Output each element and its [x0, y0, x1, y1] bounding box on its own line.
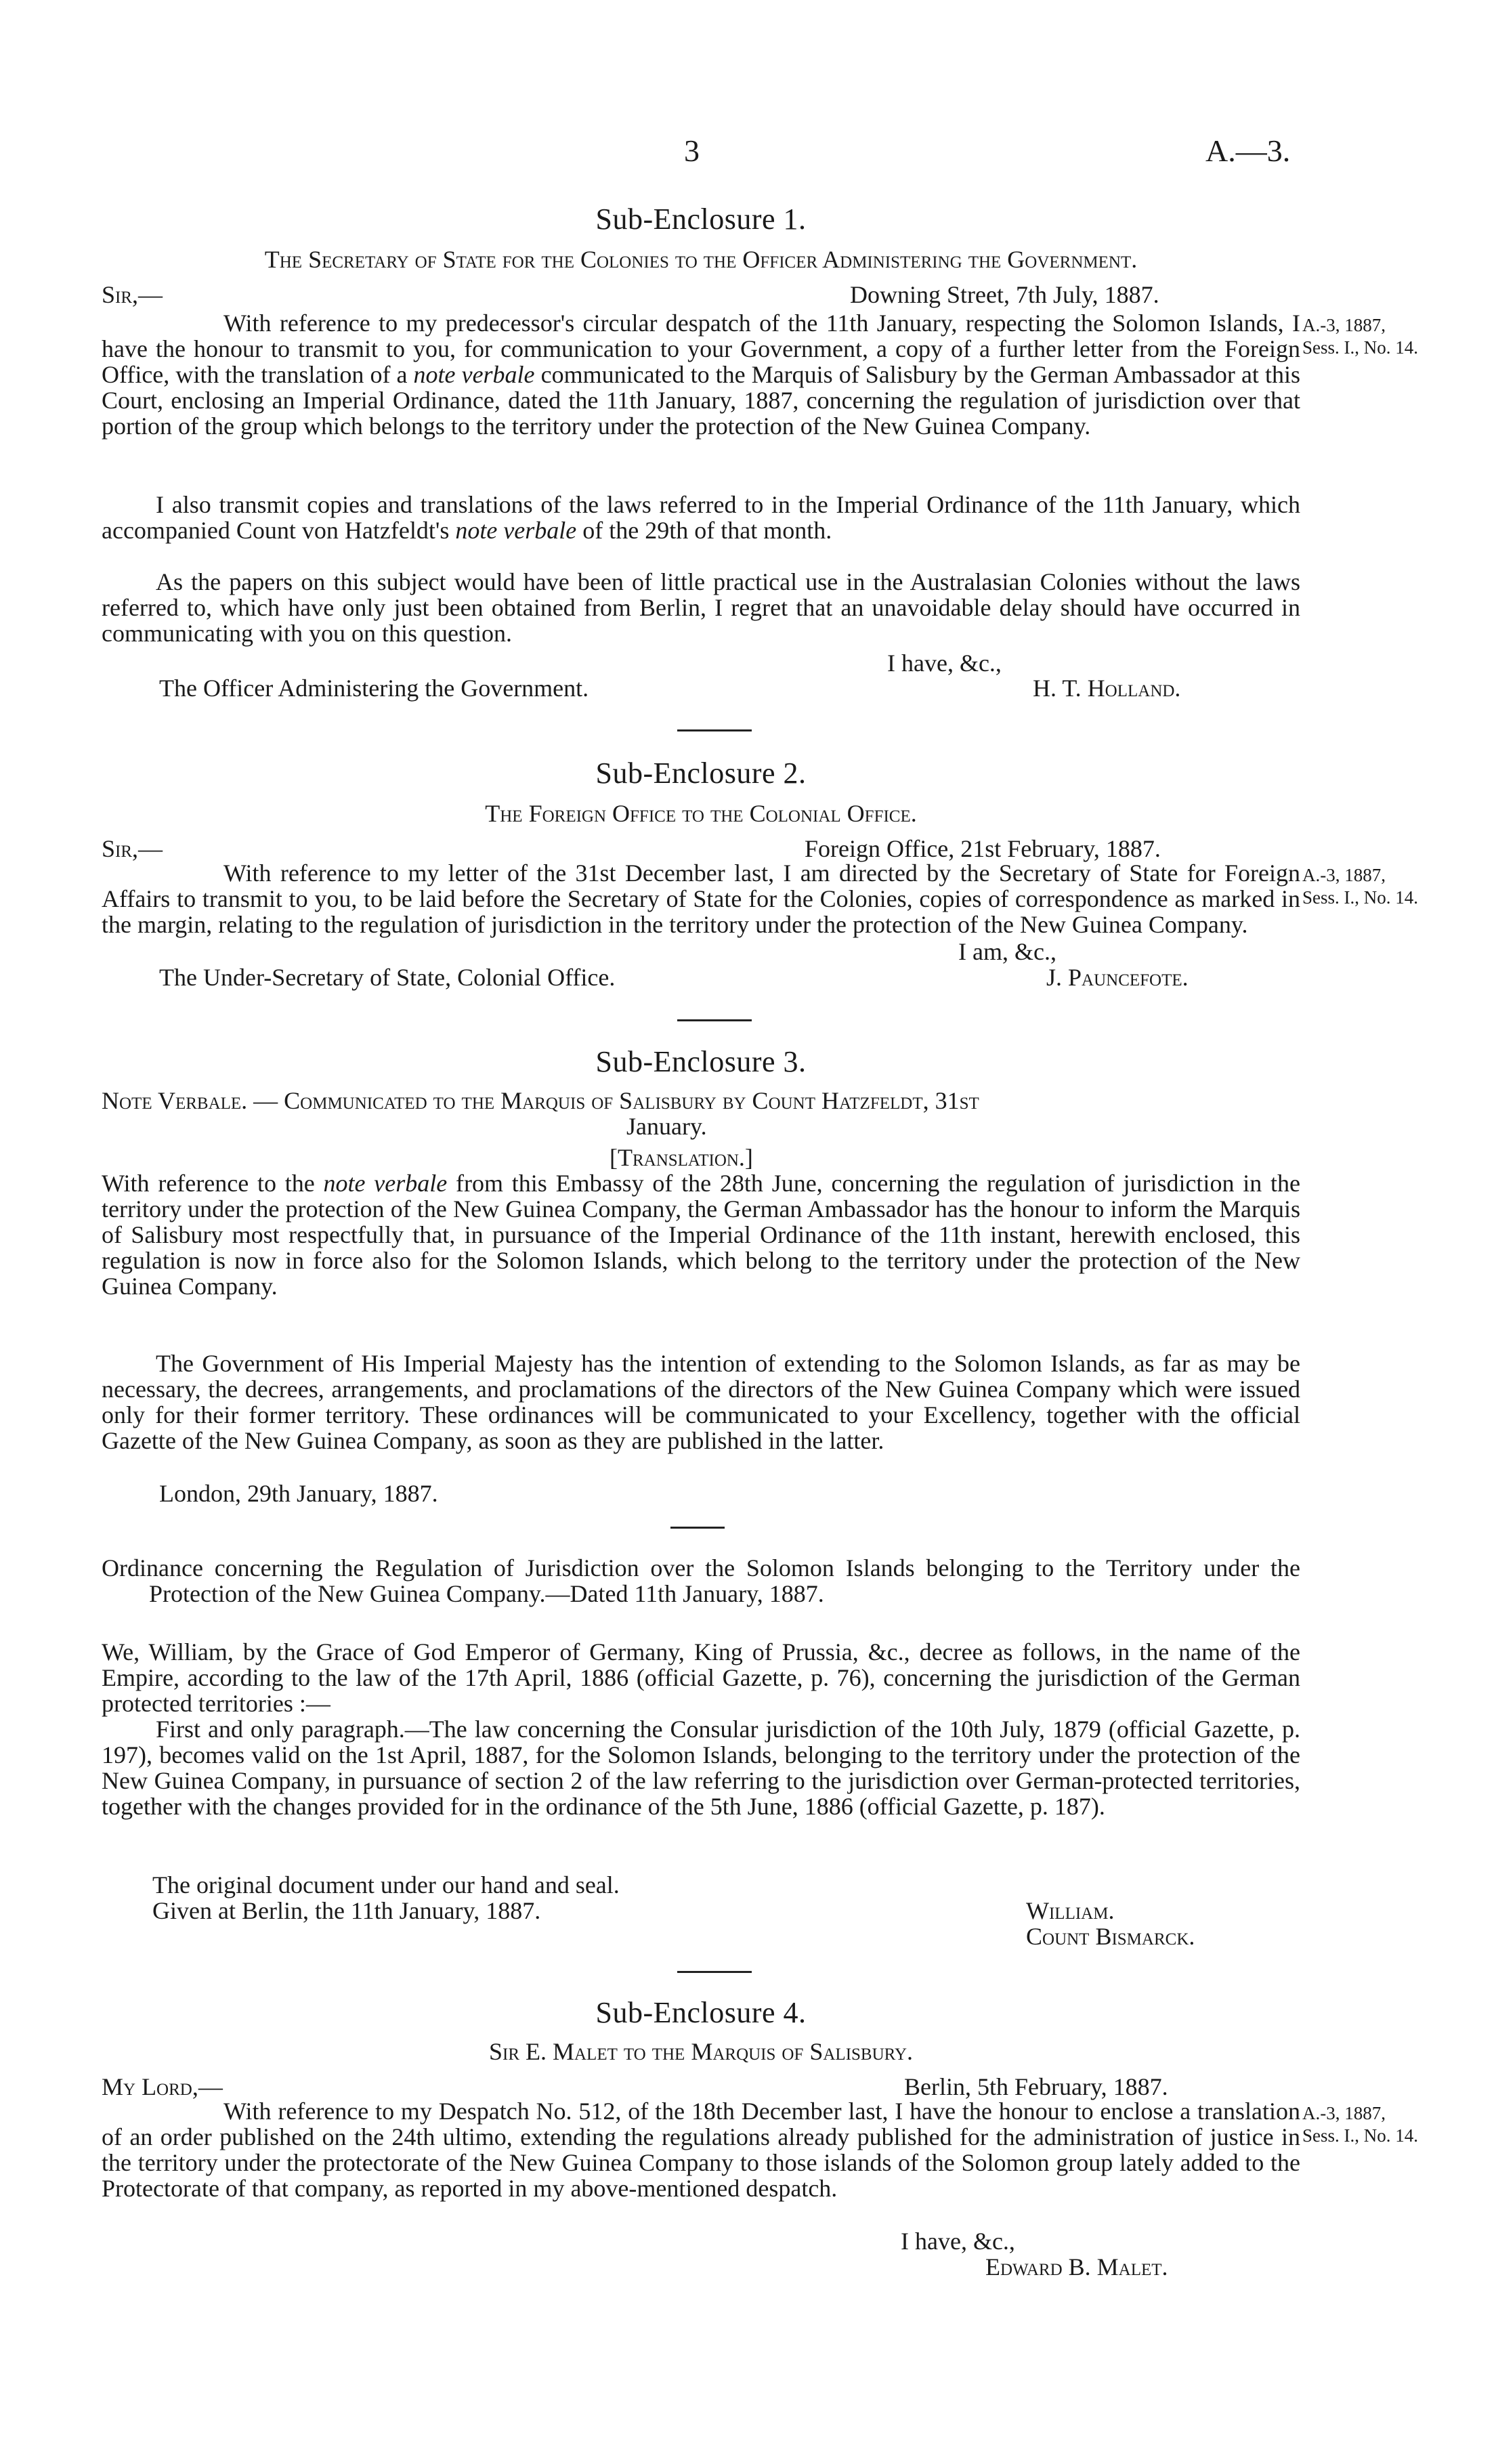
sub-enclosure-1-place-date: Downing Street, 7th July, 1887. — [850, 281, 1159, 308]
sub-enclosure-2-address: The Foreign Office to the Colonial Office. — [485, 800, 917, 827]
section-divider — [670, 1527, 725, 1529]
section-divider — [677, 729, 752, 731]
sub-enclosure-2-closing: I am, &c., — [958, 938, 1056, 965]
sub-enclosure-4-paragraph-1: With reference to my Despatch No. 512, of the 18th December last, I have the honour to enclose a translation of an order published on the 24th ultimo, extending the regulations already published for the administration of justice in the territory under the protectorate of the New Guinea Company to those islands of the Solomon group lately added to the Protectorate of that company, as reported in my above-mentioned despatch. — [102, 2098, 1300, 2202]
sub-enclosure-1-paragraph-3: As the papers on this subject would have been of little practical use in the Australasian Colonies without the laws referred to, which have only just been obtained from Berlin, I regret that an unavoidable delay should have occurred in communicating with you on this question. — [102, 568, 1300, 647]
sub-enclosure-2-place-date: Foreign Office, 21st February, 1887. — [805, 835, 1161, 862]
sub-enclosure-2-salutation: Sir,— — [102, 835, 163, 862]
section-divider — [677, 1019, 752, 1021]
ordinance-paragraph-2: First and only paragraph.—The law concerning the Consular jurisdiction of the 10th July, 1879 (official Gazette, p. 197), becomes valid on the 1st April, 1887, for the Solomon Islands, belonging to the territory under the protection of the New Guinea Company, in pursuance of section 2 of the law referring to the jurisdiction over German-protected territories, together with the changes provided for in the ordinance of the 5th June, 1886 (official Gazette, p. 187). — [102, 1716, 1300, 1820]
sub-enclosure-4-title: Sub-Enclosure 4. — [595, 1996, 807, 2029]
sub-enclosure-2-signature: J. Pauncefote. — [1046, 964, 1189, 991]
sub-enclosure-1-title: Sub-Enclosure 1. — [595, 203, 807, 236]
sub-enclosure-4-place-date: Berlin, 5th February, 1887. — [904, 2073, 1168, 2100]
sub-enclosure-3-paragraph-1: With reference to the note verbale from this Embassy of the 28th June, concerning the regulation of jurisdiction in the territory under the protection of the New Guinea Company, the German Ambassador has the honour to inform the Marquis of Salisbury most respectfully that, in pursuance of the Imperial Ordinance of the 11th instant, herewith enclosed, this regulation is now in force also for the Solomon Islands, which belong to the territory under the protection of the New Guinea Company. — [102, 1170, 1300, 1300]
sub-enclosure-3-title: Sub-Enclosure 3. — [595, 1045, 807, 1078]
note-verbale-line-1: Note Verbale. — Communicated to the Marquis of Salisbury by Count Hatzfeldt, 31st — [102, 1087, 979, 1114]
ordinance-title: Ordinance concerning the Regulation of Jurisdiction over the Solomon Islands belonging to the Territory under the Protection of the New Guinea Company.—Dated 11th January, 1887. — [102, 1554, 1300, 1607]
sub-enclosure-1-signature: H. T. Holland. — [1033, 675, 1181, 702]
sub-enclosure-2-paragraph-1: With reference to my letter of the 31st December last, I am directed by the Secretary of State for Foreign Affairs to transmit to you, to be laid before the Secretary of State for the Colonies, copies of correspondence as marked in the margin, relating to the regulation of jurisdiction in the territory under the protection of the New Guinea Company. — [102, 859, 1300, 938]
sub-enclosure-1-addressee: The Officer Administering the Government. — [159, 675, 589, 702]
sub-enclosure-4-salutation: My Lord,— — [102, 2073, 223, 2100]
page-number: 3 — [684, 133, 700, 168]
sub-enclosure-3-paragraph-2: The Government of His Imperial Majesty has the intention of extending to the Solomon Islands, as far as may be necessary, the decrees, arrangements, and proclamations of the directors of the New Guinea Company which were issued only for their former territory. These ordinances will be communicated to your Excellency, together with the official Gazette of the New Guinea Company, as soon as they are published in the latter. — [102, 1350, 1300, 1454]
ordinance-given: Given at Berlin, the 11th January, 1887. — [152, 1897, 541, 1924]
section-divider — [677, 1971, 752, 1973]
ordinance-paragraph-1: We, William, by the Grace of God Emperor of Germany, King of Prussia, &c., decree as follows, in the name of the Empire, according to the law of the 17th April, 1886 (official Gazette, p. 76), concerning the jurisdiction of the German protected territories :— — [102, 1638, 1300, 1717]
sub-enclosure-4-closing: I have, &c., — [901, 2228, 1015, 2255]
sub-enclosure-1-address: The Secretary of State for the Colonies to the Officer Administering the Government. — [264, 246, 1138, 273]
ordinance-paragraph-3: The original document under our hand and seal. — [152, 1871, 620, 1898]
sub-enclosure-4-address: Sir E. Malet to the Marquis of Salisbury. — [488, 2038, 914, 2065]
sub-enclosure-1-paragraph-2: I also transmit copies and translations of the laws referred to in the Imperial Ordinance of the 11th January, which accompanied Count von Hatzfeldt's note verbale of the 29th of that month. — [102, 491, 1300, 544]
sub-enclosure-4-signature: Edward B. Malet. — [985, 2253, 1168, 2280]
document-reference: A.—3. — [1205, 133, 1291, 168]
margin-note-4: A.-3, 1887, Sess. I., No. 14. — [1302, 2103, 1419, 2146]
margin-note-1: A.-3, 1887, Sess. I., No. 14. — [1302, 315, 1419, 358]
sub-enclosure-1-paragraph-1: With reference to my predecessor's circular despatch of the 11th January, respecting the Solomon Islands, I have the honour to transmit to you, for communication to your Government, a copy of a further letter from the Foreign Office, with the translation of a note verbale communicated to the Marquis of Salisbury by the German Ambassador at this Court, enclosing an Imperial Ordinance, dated the 11th January, 1887, concerning the regulation of jurisdiction over that portion of the group which belongs to the territory under the protection of the New Guinea Company. — [102, 310, 1301, 440]
translation-label: [Translation.] — [610, 1144, 753, 1171]
ordinance-signature-william: William. — [1026, 1897, 1115, 1924]
sub-enclosure-1-salutation: Sir,— — [102, 281, 163, 308]
margin-note-2: A.-3, 1887, Sess. I., No. 14. — [1302, 865, 1419, 908]
sub-enclosure-3-place-date: London, 29th January, 1887. — [159, 1480, 438, 1507]
sub-enclosure-2-title: Sub-Enclosure 2. — [595, 757, 807, 790]
sub-enclosure-1-closing: I have, &c., — [887, 650, 1002, 677]
ordinance-signature-bismarck: Count Bismarck. — [1026, 1923, 1195, 1950]
sub-enclosure-2-addressee: The Under-Secretary of State, Colonial Office. — [159, 964, 616, 991]
note-verbale-line-2: January. — [626, 1113, 707, 1140]
